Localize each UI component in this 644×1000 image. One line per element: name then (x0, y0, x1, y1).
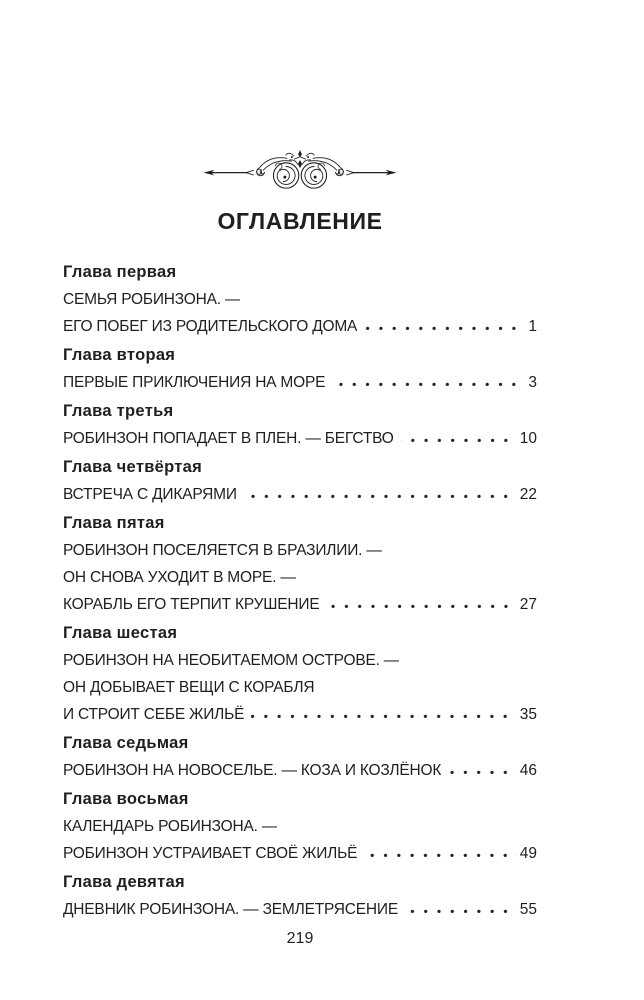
table-of-contents (63, 259, 537, 923)
toc-entry (63, 620, 537, 728)
page-ref: 27 (519, 596, 537, 613)
toc-entry (63, 786, 537, 867)
dot-leader (244, 494, 517, 499)
dot-leader (332, 382, 525, 387)
toc-entry (63, 869, 537, 923)
dot-leader (364, 326, 525, 331)
chapter-title-text: РОБИНЗОН НА НЕОБИТАЕМОМ ОСТРОВЕ. — (63, 652, 400, 669)
page-ref: 35 (519, 706, 537, 723)
chapter-label: Глава третья (63, 402, 174, 420)
chapter-title-text: ОН СНОВА УХОДИТ В МОРЕ. — (63, 569, 296, 586)
chapter-label: Глава вторая (63, 346, 176, 364)
chapter-label: Глава девятая (63, 873, 185, 891)
toc-entry (63, 342, 537, 396)
chapter-title-text: ЕГО ПОБЕГ ИЗ РОДИТЕЛЬСКОГО ДОМА (63, 318, 358, 335)
dot-leader (401, 438, 517, 443)
chapter-title-text: РОБИНЗОН УСТРАИВАЕТ СВОЁ ЖИЛЬЁ (63, 845, 358, 862)
chapter-title-text: ДНЕВНИК РОБИНЗОНА. — ЗЕМЛЕТРЯСЕНИЕ (63, 901, 398, 918)
page-title: ОГЛАВЛЕНИЕ (217, 208, 383, 234)
dot-leader (405, 909, 517, 914)
page-ref: 49 (519, 845, 537, 862)
chapter-title-line (63, 813, 537, 840)
page-ref: 10 (519, 430, 537, 447)
page-ref: 55 (519, 901, 537, 918)
toc-entry (63, 259, 537, 340)
dot-leader (364, 853, 517, 858)
page-number: 219 (286, 930, 314, 947)
chapter-title-text: ВСТРЕЧА С ДИКАРЯМИ (63, 486, 237, 503)
toc-entry (63, 454, 537, 508)
chapter-title-line (63, 896, 537, 923)
page-ref: 46 (519, 762, 537, 779)
dot-leader (327, 604, 517, 609)
page-ref: 3 (528, 374, 537, 391)
chapter-title-line (63, 537, 537, 564)
chapter-title-line (63, 313, 537, 340)
ornament-divider (63, 0, 537, 194)
chapter-title-line (63, 425, 537, 452)
chapter-title-line (63, 286, 537, 313)
chapter-title-text: СЕМЬЯ РОБИНЗОНА. — (63, 291, 241, 308)
toc-entry (63, 398, 537, 452)
chapter-title-text: РОБИНЗОН ПОСЕЛЯЕТСЯ В БРАЗИЛИИ. — (63, 542, 382, 559)
page-ref: 22 (519, 486, 537, 503)
page-ref: 1 (528, 318, 537, 335)
chapter-title-text: КОРАБЛЬ ЕГО ТЕРПИТ КРУШЕНИЕ (63, 596, 320, 613)
chapter-title-line (63, 647, 537, 674)
chapter-label: Глава восьмая (63, 790, 189, 808)
chapter-title-line (63, 591, 537, 618)
dot-leader (251, 714, 516, 719)
chapter-title-line (63, 757, 537, 784)
content-column (63, 0, 537, 952)
dot-leader (448, 770, 517, 775)
chapter-title-line (63, 564, 537, 591)
chapter-title-text: КАЛЕНДАРЬ РОБИНЗОНА. — (63, 818, 278, 835)
chapter-title-line (63, 369, 537, 396)
chapter-title-text: И СТРОИТ СЕБЕ ЖИЛЬЁ (63, 706, 245, 723)
chapter-label: Глава первая (63, 263, 177, 281)
chapter-title-line (63, 674, 537, 701)
chapter-title-text: РОБИНЗОН НА НОВОСЕЛЬЕ. — КОЗА И КОЗЛЁНОК (63, 762, 442, 779)
chapter-title-line (63, 840, 537, 867)
chapter-label: Глава шестая (63, 624, 178, 642)
scroll-flourish-icon (202, 148, 398, 194)
toc-entry (63, 730, 537, 784)
chapter-title-line (63, 701, 537, 728)
chapter-label: Глава седьмая (63, 734, 189, 752)
toc-entry (63, 510, 537, 618)
chapter-title-text: РОБИНЗОН ПОПАДАЕТ В ПЛЕН. — БЕГСТВО (63, 430, 394, 447)
chapter-label: Глава пятая (63, 514, 165, 532)
chapter-title-text: ПЕРВЫЕ ПРИКЛЮЧЕНИЯ НА МОРЕ (63, 374, 326, 391)
chapter-title-text: ОН ДОБЫВАЕТ ВЕЩИ С КОРАБЛЯ (63, 679, 315, 696)
chapter-label: Глава четвёртая (63, 458, 203, 476)
chapter-title-line (63, 481, 537, 508)
